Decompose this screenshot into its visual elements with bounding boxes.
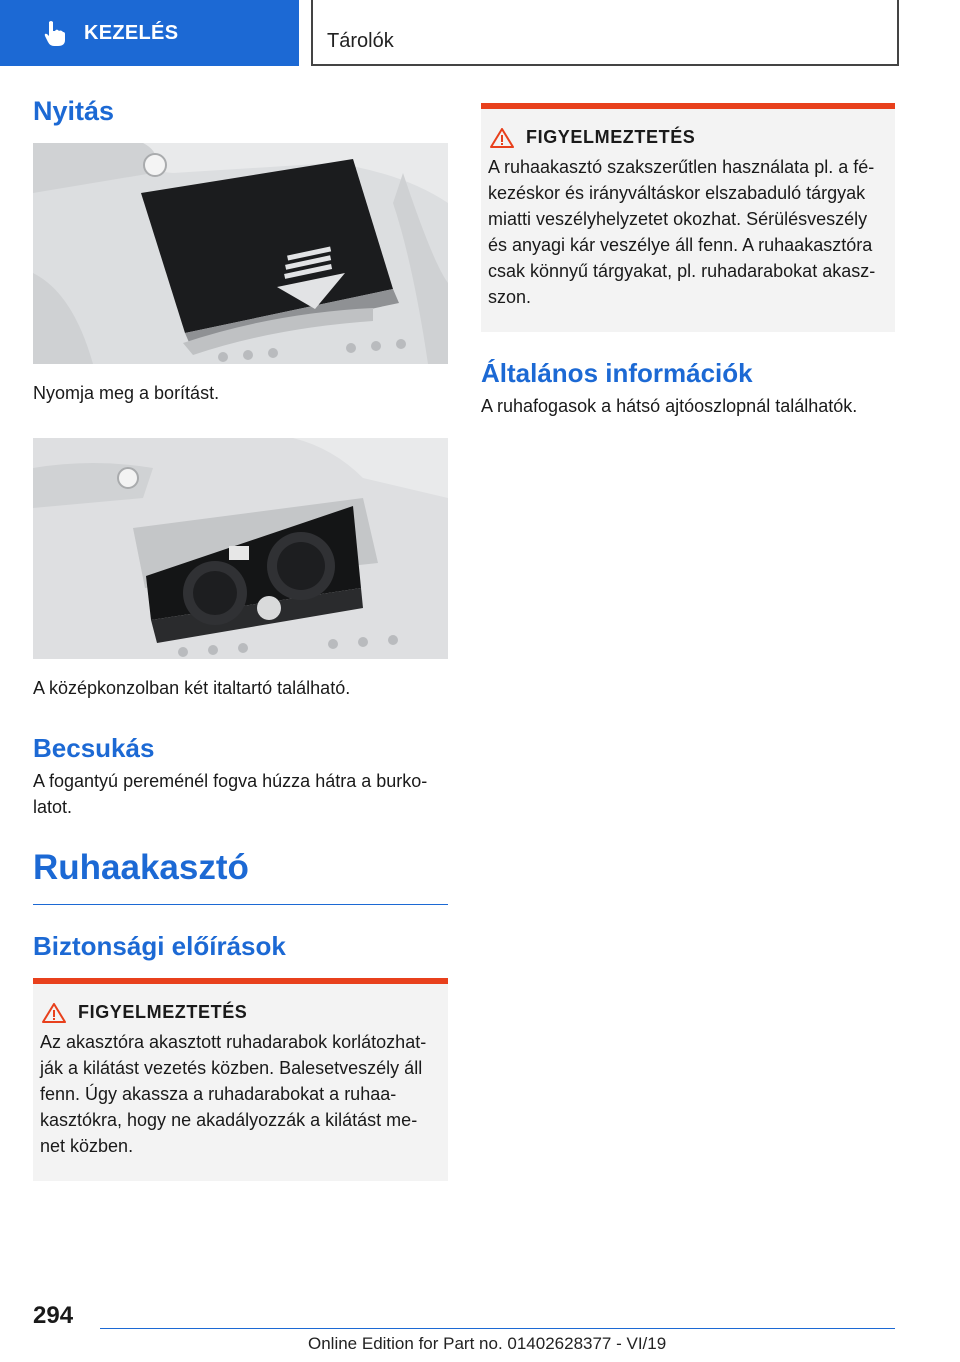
section-tab: [0, 0, 299, 66]
heading-open: Nyitás: [33, 96, 115, 126]
warning-text: Az akasztóra akasztott ruhadarabok korlátozhat-ják a kilátást vezetés közben. Balesetveszély áll fenn. Úgy akassza a ruhadarabokat a ruhaa-kasztókra, hogy ne akadályozzák a kilátást me-net közben.: [40, 1032, 427, 1156]
caption-open: Nyomja meg a borítást.: [33, 383, 220, 403]
cover-image: [33, 143, 448, 364]
warning-triangle-icon: [490, 128, 514, 148]
heading-general: Általános információk: [481, 358, 753, 388]
caption-cupholders: A középkonzolban két italtartó található.: [33, 678, 351, 698]
section-label: KEZELÉS: [84, 21, 179, 44]
warning-box-left: [33, 978, 448, 1181]
heading-hanger: Ruhaakasztó: [33, 848, 249, 887]
edition-text: Online Edition for Part no. 01402628377 - VI/19: [308, 1334, 667, 1353]
close-text: A fogantyú pereménél fogva húzza hátra a burko-latot.: [33, 771, 428, 817]
general-text: A ruhafogasok a hátsó ajtóoszlopnál találhatók.: [481, 396, 858, 416]
section-rule: [33, 904, 448, 905]
warning-box-right: [481, 103, 895, 332]
warning-text: A ruhaakasztó szakszerűtlen használata pl. a fé-kezéskor és irányváltáskor elszabaduló tárgyak miatti veszélyhelyzetet okozhat. Sérülésveszély és anyagi kár veszélye áll fenn. A ruhaakasztóra csak könnyű tárgyakat, pl. ruhadarabokat akasz-szon.: [488, 157, 876, 307]
breadcrumb: [311, 0, 899, 66]
cupholders-image: [33, 438, 448, 659]
hand-pointer-icon: [40, 18, 70, 48]
heading-close: Becsukás: [33, 733, 155, 763]
footer-rule: [100, 1328, 895, 1329]
warning-title: FIGYELMEZTETÉS: [78, 1002, 248, 1022]
warning-title-row: [488, 127, 887, 148]
warning-triangle-icon: [42, 1003, 66, 1023]
heading-safety: Biztonsági előírások: [33, 931, 286, 961]
page-number: 294: [33, 1302, 74, 1329]
warning-title: FIGYELMEZTETÉS: [526, 127, 696, 147]
breadcrumb-text: Tárolók: [327, 30, 394, 52]
right-column: [481, 103, 895, 419]
left-column: [33, 96, 448, 1181]
warning-title-row: [40, 1002, 440, 1023]
